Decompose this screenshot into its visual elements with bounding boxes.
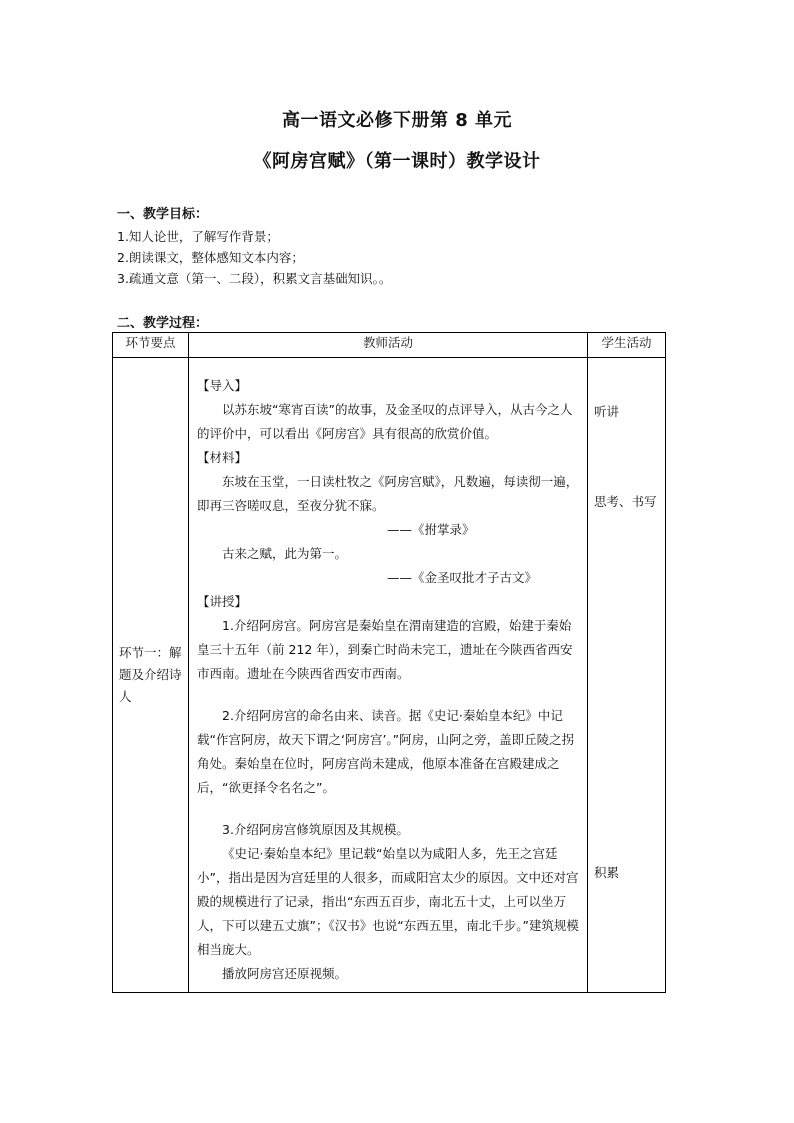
goal-item-3: 3.疏通文意（第一、二段），积累文言基础知识。。 [117,271,392,286]
table-row [113,358,666,993]
student-activity-accumulate: 积累 [594,865,620,880]
material-heading: 【材料】 [197,450,248,465]
lecture-item-3-text: 《史记·秦始皇本纪》里记载“始皇以为咸阳人多，先王之宫廷小”，指出是因为宫廷里的人很多，而咸阳宫太少的原因。文中还对宫殿的规模进行了记录，指出“东西五百步，南北五十丈，上可以坐万人，下可以建五丈旗”；《汉书》也说“东西五里，南北千步。”建筑规模相当庞大。 [197,846,579,957]
student-activity-think-write: 思考、书写 [594,494,657,509]
lecture-item-2: 2.介绍阿房宫的命名由来、读音。据《史记·秦始皇本纪》中记载“作宫阿房，故天下谓之‘阿房宫’。”阿房，山阿之旁，盖即丘陵之拐角处。秦始皇在位时，阿房宫尚未建成，他原本准备在宫殿建成之后，“欲更择令名名之”。 [197,708,575,795]
lecture-item-1: 1.介绍阿房宫。阿房宫是秦始皇在渭南建造的宫殿，始建于秦始皇三十五年（前 212 年），到秦亡时尚未完工，遗址在今陕西省西安市西南。遗址在今陕西省西安市西南。 [197,618,573,681]
student-activity-cell [588,358,666,993]
intro-heading: 【导入】 [197,378,248,393]
col-header-student: 学生活动 [588,333,666,358]
process-heading: 二、教学过程： [117,316,209,331]
lecture-item-3-title: 3.介绍阿房宫修筑原因及其规模。 [222,822,409,837]
material-source-2: ——《金圣叹批才子古文》 [387,570,538,585]
stage-cell [113,358,189,993]
table-header-row [113,333,666,358]
material-text: 东坡在玉堂，一日读杜牧之《阿房宫赋》，凡数遍，每读彻一遍，即再三咨嗟叹息，至夜分犹不寐。 [197,474,579,513]
goal-item-2: 2.朗读课文，整体感知文本内容； [117,250,304,265]
goals-heading: 一、教学目标： [117,207,209,222]
goal-item-1: 1.知人论世，了解写作背景； [117,229,279,244]
col-header-stage: 环节要点 [113,333,189,358]
process-table [112,332,666,993]
stage-label: 环节一：解题及介绍诗人 [119,645,182,704]
teacher-activity-cell [189,358,588,993]
document-title-line1: 高一语文必修下册第 8 单元 [281,110,513,131]
material-source-1: ——《拊掌录》 [387,522,475,537]
col-header-teacher: 教师活动 [189,333,588,358]
lecture-item-3-video: 播放阿房宫还原视频。 [222,966,348,981]
material-quote-2: 古来之赋，此为第一。 [222,546,348,561]
document-title-line2: 《阿房宫赋》（第一课时）教学设计 [253,151,541,172]
lecture-heading: 【讲授】 [197,594,248,609]
intro-text: 以苏东坡“寒宵百读”的故事，及金圣叹的点评导入，从古今之人的评价中，可以看出《阿房宫》具有很高的欣赏价值。 [197,402,573,441]
student-activity-listen: 听讲 [594,404,620,419]
